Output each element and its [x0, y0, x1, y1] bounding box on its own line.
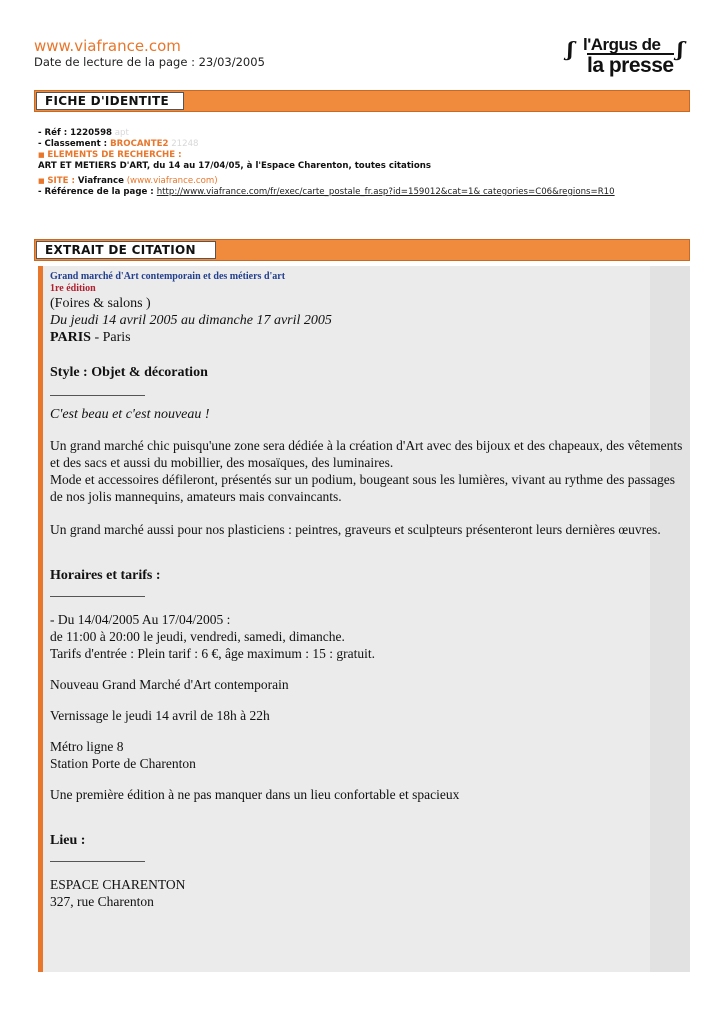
section-label-identite: FICHE D'IDENTITE [36, 92, 184, 110]
section-bar-identite [34, 90, 690, 112]
citation-city [50, 329, 690, 346]
site-label: SITE : [47, 176, 78, 186]
logo-right-mark-icon: ʃ [677, 37, 684, 61]
horaires-line3: Tarifs d'entrée : Plein tarif : 6 €, âge maximum : 15 : gratuit. [50, 646, 376, 661]
elements-label: ELEMENTS DE RECHERCHE : [47, 150, 182, 160]
lieu-name: ESPACE CHARENTON [50, 877, 186, 892]
logo-left-mark-icon: ʃ [567, 37, 574, 61]
citation-vernissage: Vernissage le jeudi 14 avril de 18h à 22h [50, 708, 270, 723]
city-rest: - Paris [90, 330, 131, 345]
section-label-extrait: EXTRAIT DE CITATION [36, 241, 216, 259]
citation-para3: Un grand marché aussi pour nos plasticiens : peintres, graveurs et sculpteurs présenteront leurs dernières œuvres. [50, 522, 661, 537]
site-value: Viafrance [77, 176, 124, 186]
elements-value-row [38, 161, 688, 172]
lieu-address: 327, rue Charenton [50, 894, 154, 909]
read-date: Date de lecture de la page : 23/03/2005 [34, 55, 265, 69]
ref-value: 1220598 [70, 128, 113, 138]
ref-faint: apt [114, 128, 129, 138]
elements-value: ART ET METIERS D'ART, du 14 au 17/04/05, à l'Espace Charenton, toutes citations [38, 161, 432, 171]
citation-tagline: C'est beau et c'est nouveau ! [50, 407, 210, 422]
ref-row [38, 128, 688, 139]
citation-dates: Du jeudi 14 avril 2005 au dimanche 17 avril 2005 [50, 313, 332, 328]
citation-panel [38, 266, 690, 972]
citation-title: Grand marché d'Art contemporain et des métiers d'art [50, 271, 286, 282]
logo-line2: la presse [587, 54, 674, 77]
classement-value: BROCANTE2 [110, 139, 169, 149]
citation-nouveau: Nouveau Grand Marché d'Art contemporain [50, 677, 289, 692]
city-bold: PARIS [50, 330, 91, 345]
citation-edition: 1re édition [50, 283, 96, 294]
reference-label: - Référence de la page : [38, 187, 157, 197]
citation-metro2: Station Porte de Charenton [50, 756, 196, 771]
horaires-line2: de 11:00 à 20:00 le jeudi, vendredi, samedi, dimanche. [50, 629, 345, 644]
citation-para1: Un grand marché chic puisqu'une zone sera dédiée à la création d'Art avec des bijoux et des chapeaux, des vêtements et des sacs et aussi du mobillier, des mosaïques, des luminaires. [50, 438, 683, 470]
logo-line1: l'Argus de [583, 35, 661, 54]
site-row [38, 176, 688, 187]
horaires-heading: Horaires et tarifs : [50, 568, 161, 583]
section-bar-extrait [34, 239, 690, 261]
classement-row [38, 139, 688, 150]
citation-category: (Foires & salons ) [50, 296, 151, 311]
classement-faint: 21248 [171, 139, 199, 149]
citation-text [50, 271, 690, 910]
bullet-icon: ■ [38, 177, 45, 185]
reference-url-link[interactable]: http://www.viafrance.com/fr/exec/carte_postale_fr.asp?id=159012&cat=1& categories=C06&regions=R10 [156, 187, 615, 197]
lieu-heading: Lieu : [50, 833, 86, 848]
citation-premiere: Une première édition à ne pas manquer dans un lieu confortable et spacieux [50, 787, 460, 802]
ref-label: - Réf : [38, 128, 71, 138]
citation-metro1: Métro ligne 8 [50, 739, 124, 754]
bullet-icon: ■ [38, 151, 45, 159]
identity-block [38, 128, 688, 198]
reference-row [38, 187, 688, 198]
site-url: www.viafrance.com [34, 37, 181, 55]
citation-para2: Mode et accessoires défileront, présentés sur un podium, bougeant sous les lumières, vivant au rythme des passages de nos jolis mannequins, amateurs mais convaincants. [50, 472, 675, 504]
horaires-line1: - Du 14/04/2005 Au 17/04/2005 : [50, 612, 231, 627]
elements-label-row [38, 150, 688, 161]
citation-style: Style : Objet & décoration [50, 365, 208, 380]
classement-label: - Classement : [38, 139, 111, 149]
argus-logo [567, 33, 693, 83]
site-url-paren: (www.viafrance.com) [126, 176, 218, 186]
